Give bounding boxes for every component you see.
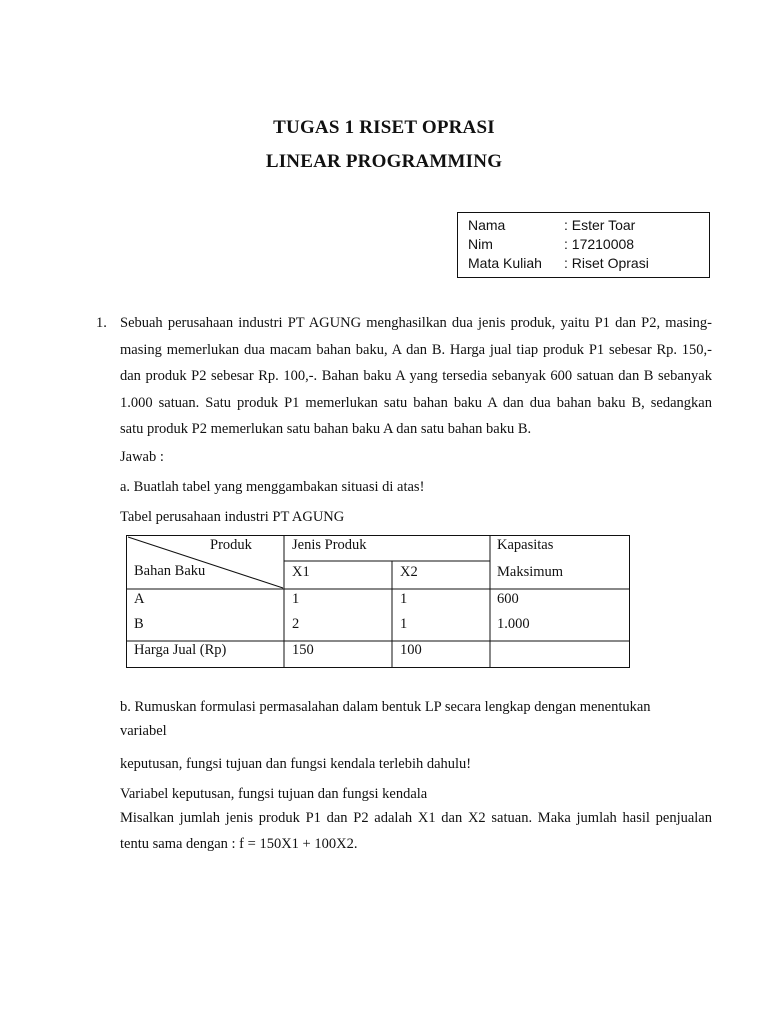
row-b-x2: 1 bbox=[400, 616, 408, 632]
row-a-label: A bbox=[134, 591, 145, 607]
row-harga-label: Harga Jual (Rp) bbox=[134, 642, 227, 658]
header-produk: Produk bbox=[210, 537, 252, 553]
row-b-label: B bbox=[134, 616, 144, 632]
row-b-x1: 2 bbox=[292, 616, 300, 632]
row-a-x2: 1 bbox=[400, 591, 408, 607]
misalkan-line: Misalkan jumlah jenis produk P1 dan P2 adalah X1 dan X2 satuan. Maka jumlah hasil penjualan bbox=[120, 810, 712, 826]
question-line: 1.000 satuan. Satu produk P1 memerlukan satu bahan baku A dan dua bahan baku B, sedangkan bbox=[120, 394, 712, 411]
header-bahan-baku: Bahan Baku bbox=[134, 563, 206, 579]
info-label: Nim bbox=[468, 236, 493, 252]
table-caption: Tabel perusahaan industri PT AGUNG bbox=[120, 509, 345, 525]
student-info-box bbox=[457, 212, 710, 278]
header-kapasitas: Kapasitas bbox=[497, 537, 554, 553]
info-label: Mata Kuliah bbox=[468, 255, 542, 271]
header-x2: X2 bbox=[400, 564, 418, 580]
row-harga-x2: 100 bbox=[400, 642, 422, 658]
question-line: Sebuah perusahaan industri PT AGUNG menghasilkan dua jenis produk, yaitu P1 dan P2, masing- bbox=[120, 315, 712, 331]
info-value: : Riset Oprasi bbox=[564, 255, 649, 271]
part-b-instruction-cont2: keputusan, fungsi tujuan dan fungsi kendala terlebih dahulu! bbox=[120, 756, 472, 772]
question-line: dan produk P2 sebesar Rp. 100,-. Bahan baku A yang tersedia sebanyak 600 satuan dan B sebanyak bbox=[120, 368, 712, 385]
variabel-heading: Variabel keputusan, fungsi tujuan dan fungsi kendala bbox=[120, 786, 428, 802]
objective-function-line: tentu sama dengan : f = 150X1 + 100X2. bbox=[120, 836, 358, 852]
question-line: satu produk P2 memerlukan satu bahan baku A dan satu bahan baku B. bbox=[120, 421, 532, 438]
row-a-x1: 1 bbox=[292, 591, 300, 607]
header-x1: X1 bbox=[292, 564, 310, 580]
row-a-capacity: 600 bbox=[497, 591, 519, 607]
header-maksimum: Maksimum bbox=[497, 564, 564, 580]
jawab-label: Jawab : bbox=[120, 449, 164, 465]
part-a-instruction: a. Buatlah tabel yang menggambakan situasi di atas! bbox=[120, 479, 425, 495]
question-number: 1. bbox=[96, 315, 107, 331]
part-b-instruction: b. Rumuskan formulasi permasalahan dalam bentuk LP secara lengkap dengan menentukan bbox=[120, 699, 651, 715]
row-harga-x1: 150 bbox=[292, 642, 314, 658]
info-value: : Ester Toar bbox=[564, 217, 636, 233]
info-value: : 17210008 bbox=[564, 236, 635, 252]
part-b-instruction-cont: variabel bbox=[120, 723, 167, 739]
info-label: Nama bbox=[468, 217, 506, 233]
document-subtitle: LINEAR PROGRAMMING bbox=[265, 151, 503, 172]
question-line: masing memerlukan dua macam bahan baku, A dan B. Harga jual tiap produk P1 sebesar Rp. 150,- bbox=[120, 341, 712, 358]
document-title: TUGAS 1 RISET OPRASI bbox=[273, 117, 495, 138]
product-table bbox=[126, 535, 630, 668]
header-jenis-produk: Jenis Produk bbox=[292, 537, 367, 553]
row-b-capacity: 1.000 bbox=[497, 616, 530, 632]
question-text bbox=[120, 310, 712, 443]
